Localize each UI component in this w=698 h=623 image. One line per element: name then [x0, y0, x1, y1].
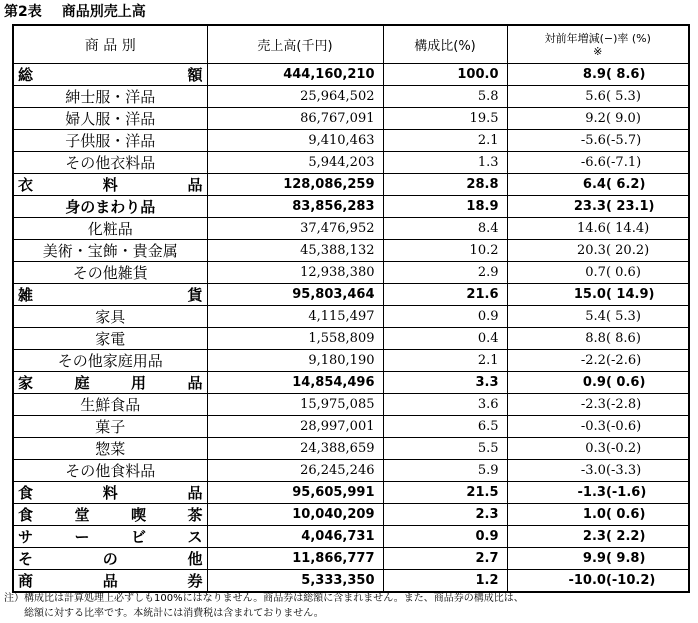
row-sales: 45,388,132 [207, 240, 383, 262]
row-composition: 1.3 [383, 152, 507, 174]
row-yoy: 8.9 [582, 67, 606, 82]
row-sales: 95,803,464 [207, 284, 383, 306]
row-yoy: 0.7 [585, 265, 606, 280]
row-composition: 5.5 [383, 438, 507, 460]
row-yoy: 14.6 [577, 221, 606, 236]
row-yoy-cell [507, 306, 689, 328]
row-yoy-cell [507, 328, 689, 350]
table-row [13, 86, 689, 108]
row-composition: 8.4 [383, 218, 507, 240]
row-yoy-adjusted: (-2.6) [605, 353, 642, 368]
row-product-name: その他食料品 [13, 460, 207, 482]
row-sales: 15,975,085 [207, 394, 383, 416]
table-row [13, 394, 689, 416]
header-yoy-mark: ※ [593, 44, 603, 58]
table-caption: 商品別売上高 [61, 4, 146, 20]
row-yoy-cell [507, 394, 689, 416]
row-product-name: 食堂喫茶 [13, 504, 207, 526]
row-product-name: 美術・宝飾・貴金属 [13, 240, 207, 262]
row-sales: 1,558,809 [207, 328, 383, 350]
row-sales: 4,115,497 [207, 306, 383, 328]
row-yoy-adjusted: (-0.6) [605, 419, 642, 434]
header-product: 商 品 別 [13, 25, 207, 64]
table-row [13, 372, 689, 394]
row-yoy-cell [507, 372, 689, 394]
table-row [13, 130, 689, 152]
row-yoy-cell [507, 108, 689, 130]
table-row [13, 240, 689, 262]
row-sales: 26,245,246 [207, 460, 383, 482]
row-composition: 19.5 [383, 108, 507, 130]
row-sales: 24,388,659 [207, 438, 383, 460]
row-sales: 10,040,209 [207, 504, 383, 526]
row-composition: 5.8 [383, 86, 507, 108]
row-yoy: 20.3 [577, 243, 606, 258]
row-yoy-adjusted: (-5.7) [605, 133, 642, 148]
row-yoy-adjusted: ( 2.2) [605, 529, 646, 544]
row-composition: 2.1 [383, 130, 507, 152]
table-row [13, 570, 689, 593]
row-sales: 5,944,203 [207, 152, 383, 174]
row-product-name: 衣料品 [13, 174, 207, 196]
row-yoy-adjusted: (-1.6) [605, 485, 647, 500]
row-product-name: 食料品 [13, 482, 207, 504]
row-sales: 12,938,380 [207, 262, 383, 284]
row-yoy-adjusted: ( 0.6) [605, 375, 646, 390]
row-yoy-adjusted: ( 9.8) [605, 551, 646, 566]
row-sales: 83,856,283 [207, 196, 383, 218]
row-yoy: 15.0 [573, 287, 606, 302]
row-yoy-cell [507, 548, 689, 570]
footnote [4, 591, 694, 621]
row-yoy-cell [507, 570, 689, 593]
row-yoy: 9.9 [582, 551, 606, 566]
row-product-name: 雑貨 [13, 284, 207, 306]
row-yoy-cell [507, 482, 689, 504]
table-row [13, 548, 689, 570]
row-yoy-cell [507, 526, 689, 548]
table-row [13, 196, 689, 218]
row-composition: 2.1 [383, 350, 507, 372]
row-sales: 37,476,952 [207, 218, 383, 240]
row-yoy-cell [507, 152, 689, 174]
row-yoy: 5.6 [585, 89, 606, 104]
row-yoy-adjusted: ( 20.2) [605, 243, 650, 258]
row-product-name: 生鮮食品 [13, 394, 207, 416]
header-composition: 構成比(%) [383, 25, 507, 64]
row-yoy-adjusted: ( 5.3) [605, 309, 641, 324]
row-yoy: -6.6 [580, 155, 606, 170]
row-composition: 18.9 [383, 196, 507, 218]
row-composition: 0.9 [383, 526, 507, 548]
row-composition: 3.6 [383, 394, 507, 416]
row-product-name: 婦人服・洋品 [13, 108, 207, 130]
row-sales: 86,767,091 [207, 108, 383, 130]
row-yoy-cell [507, 130, 689, 152]
row-sales: 9,410,463 [207, 130, 383, 152]
table-title [4, 2, 146, 22]
row-yoy-cell [507, 284, 689, 306]
table-row [13, 438, 689, 460]
row-yoy-adjusted: ( 0.6) [605, 507, 646, 522]
table-row [13, 504, 689, 526]
row-yoy: 0.9 [582, 375, 606, 390]
row-product-name: 家具 [13, 306, 207, 328]
header-sales: 売上高(千円) [207, 25, 383, 64]
table-row [13, 64, 689, 86]
row-yoy: 0.3 [585, 441, 606, 456]
row-yoy: -2.3 [580, 397, 606, 412]
row-composition: 10.2 [383, 240, 507, 262]
row-yoy: -10.0 [568, 573, 606, 588]
footnote-line-1: 注）構成比は計算処理上必ずしも100%にはなりません。商品券は総額に含まれません。また、商品券の構成比は、 [4, 593, 524, 604]
footnote-line-2: 総額に対する比率です。本統計には消費税は含まれておりません。 [24, 608, 324, 619]
row-yoy-adjusted: ( 8.6) [605, 331, 641, 346]
table-row [13, 460, 689, 482]
table-row [13, 328, 689, 350]
row-yoy-adjusted: ( 9.0) [605, 111, 641, 126]
row-composition: 0.9 [383, 306, 507, 328]
row-yoy-cell [507, 240, 689, 262]
row-composition: 0.4 [383, 328, 507, 350]
row-sales: 14,854,496 [207, 372, 383, 394]
row-sales: 4,046,731 [207, 526, 383, 548]
row-yoy-cell [507, 218, 689, 240]
row-yoy-adjusted: (-2.8) [605, 397, 642, 412]
row-composition: 2.7 [383, 548, 507, 570]
row-yoy-adjusted: ( 14.4) [605, 221, 650, 236]
row-composition: 2.9 [383, 262, 507, 284]
header-yoy [507, 25, 689, 64]
row-yoy-adjusted: (-10.2) [605, 573, 656, 588]
row-composition: 1.2 [383, 570, 507, 593]
row-yoy-cell [507, 438, 689, 460]
row-composition: 100.0 [383, 64, 507, 86]
row-sales: 25,964,502 [207, 86, 383, 108]
row-composition: 5.9 [383, 460, 507, 482]
row-yoy-adjusted: (-3.3) [605, 463, 642, 478]
row-yoy-cell [507, 460, 689, 482]
row-yoy-adjusted: (-0.2) [605, 441, 642, 456]
table-row [13, 350, 689, 372]
table-row [13, 284, 689, 306]
row-yoy-cell [507, 86, 689, 108]
row-sales: 128,086,259 [207, 174, 383, 196]
row-product-name: 化粧品 [13, 218, 207, 240]
row-product-name: 身のまわり品 [13, 196, 207, 218]
row-yoy: 8.8 [585, 331, 606, 346]
row-yoy-adjusted: (-7.1) [605, 155, 642, 170]
row-yoy: 5.4 [585, 309, 606, 324]
table-row [13, 152, 689, 174]
row-sales: 5,333,350 [207, 570, 383, 593]
table-row [13, 218, 689, 240]
row-yoy-cell [507, 416, 689, 438]
row-yoy: 2.3 [582, 529, 606, 544]
row-composition: 6.5 [383, 416, 507, 438]
row-product-name: 子供服・洋品 [13, 130, 207, 152]
row-yoy: 9.2 [585, 111, 606, 126]
row-product-name: 総額 [13, 64, 207, 86]
row-product-name: その他雑貨 [13, 262, 207, 284]
row-yoy: -5.6 [580, 133, 606, 148]
row-product-name: サービス [13, 526, 207, 548]
table-row [13, 306, 689, 328]
row-sales: 11,866,777 [207, 548, 383, 570]
table-row [13, 108, 689, 130]
row-sales: 28,997,001 [207, 416, 383, 438]
row-yoy-cell [507, 174, 689, 196]
table-row [13, 482, 689, 504]
row-yoy-cell [507, 504, 689, 526]
row-yoy: -3.0 [580, 463, 606, 478]
row-yoy-cell [507, 350, 689, 372]
row-yoy-adjusted: ( 14.9) [605, 287, 655, 302]
row-yoy-cell [507, 262, 689, 284]
row-product-name: その他衣料品 [13, 152, 207, 174]
row-yoy-adjusted: ( 8.6) [605, 67, 646, 82]
row-yoy-adjusted: ( 0.6) [605, 265, 641, 280]
row-product-name: 家電 [13, 328, 207, 350]
sales-by-product-table [12, 24, 690, 593]
header-row [13, 25, 689, 64]
table-row [13, 416, 689, 438]
row-yoy-adjusted: ( 6.2) [605, 177, 646, 192]
row-sales: 444,160,210 [207, 64, 383, 86]
row-yoy: -2.2 [580, 353, 606, 368]
row-product-name: その他家庭用品 [13, 350, 207, 372]
row-sales: 9,180,190 [207, 350, 383, 372]
row-yoy: 1.0 [582, 507, 606, 522]
row-sales: 95,605,991 [207, 482, 383, 504]
row-product-name: 惣菜 [13, 438, 207, 460]
table-row [13, 262, 689, 284]
table-number: 第2表 [4, 4, 42, 20]
row-yoy-adjusted: ( 5.3) [605, 89, 641, 104]
row-product-name: 商品券 [13, 570, 207, 593]
row-composition: 28.8 [383, 174, 507, 196]
table-row [13, 174, 689, 196]
header-yoy-label: 対前年増減(−)率 (%) [544, 31, 651, 45]
row-yoy-adjusted: ( 23.1) [605, 199, 655, 214]
table-row [13, 526, 689, 548]
row-yoy: -1.3 [577, 485, 606, 500]
row-composition: 3.3 [383, 372, 507, 394]
row-product-name: 菓子 [13, 416, 207, 438]
row-composition: 21.6 [383, 284, 507, 306]
row-product-name: 家庭用品 [13, 372, 207, 394]
row-composition: 21.5 [383, 482, 507, 504]
table-body [13, 64, 689, 593]
row-yoy-cell [507, 196, 689, 218]
row-product-name: その他 [13, 548, 207, 570]
row-yoy: -0.3 [580, 419, 606, 434]
row-yoy-cell [507, 64, 689, 86]
row-product-name: 紳士服・洋品 [13, 86, 207, 108]
row-composition: 2.3 [383, 504, 507, 526]
row-yoy: 23.3 [573, 199, 606, 214]
row-yoy: 6.4 [582, 177, 606, 192]
